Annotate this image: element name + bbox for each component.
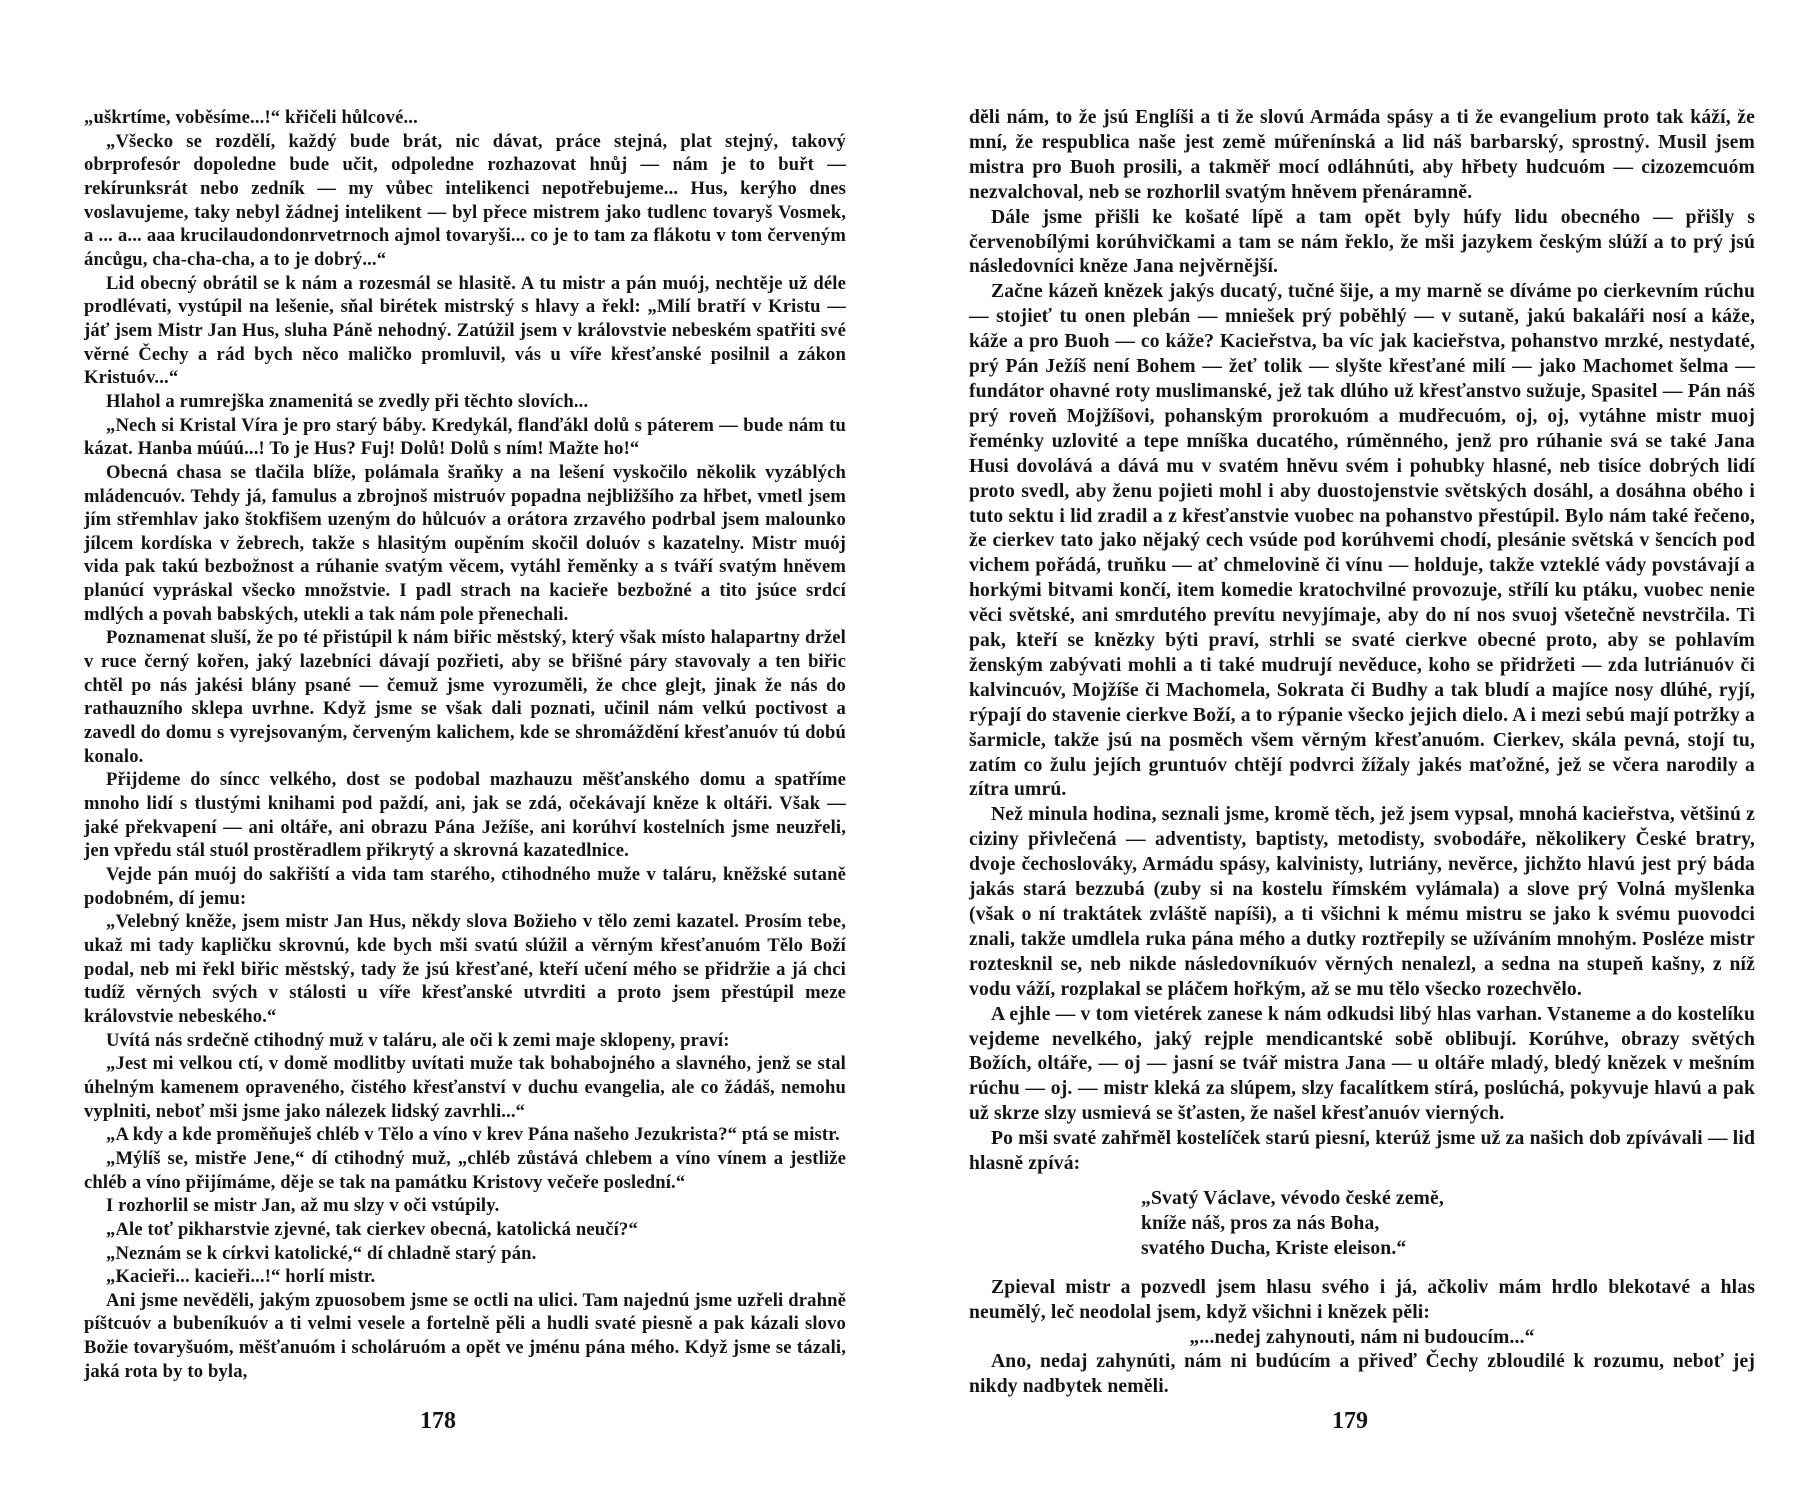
paragraph: Obecná chasa se tlačila blíže, polámala šraňky a na lešení vyskočilo několik vyzáblých mládencuóv. Tehdy já, famulus a zbrojnoš mistruóv popadna nejbližšího za hřbet, vmetl jsem jím střemhlav jako štokfišem uzeným do hůlcuóv a orátora zrzavého podrbal jsem malounko jílcem kordíska v žebrech, takže s hlasitým oupěním skočil doluóv s kazatelny. Mistr muój vida pak takú bezbožnost a rúhanie svatým věcem, vytáhl řeměnky a s tváří svatým hněvem planúcí vypráskal všecko množstvie. I padl strach na kacieře bezbožné a tito jsúce srdcí mdlých a povah babských, utekli a tak nám pole přenechali.	[84, 461, 846, 625]
verse-line: „Svatý Václave, vévodo české země,	[1141, 1187, 1444, 1209]
paragraph: Ani jsme nevěděli, jakým zpuosobem jsme se octli na ulici. Tam najednú jsme uzřeli drahně píštcuóv a bubeníkuóv a ti velmi vesele a fortelně pěli a hudli svaté piesně a pak kázali slovo Božie tovaryšuóm, měšťanuóm i scholáruóm a opět ve jménu pána mého. Když jsme se tázali, jaká rota by to byla,	[84, 1289, 846, 1382]
paragraph: „Neznám se k církvi katolické,“ dí chladně starý pán.	[106, 1242, 537, 1264]
paragraph: I rozhorlil se mistr Jan, až mu slzy v oči vstúpily.	[106, 1195, 500, 1217]
paragraph: Hlahol a rumrejška znamenitá se zvedly při těchto slovích...	[106, 390, 589, 412]
final-paragraph: Ano, nedaj zahynúti, nám ni budúcím a přiveď Čechy zbloudilé k rozumu, neboť jej nikdy nadbytek neměli.	[969, 1351, 1755, 1398]
paragraph: „Velebný kněže, jsem mistr Jan Hus, někdy slova Božieho v tělo zemi kazatel. Prosím tebe, ukaž mi tady kapličku skrovnú, kde bych mši svatú slúžil a věrným křesťanuóm Tělo Boží podal, neb mi řekl biřic městský, tady že jsú křesťané, kteří učení mého se přidržie a já chci tudíž věrných svých v stálosti u víře křesťanské utvrditi a proto jsem přestúpil meze královstvie nebeského.“	[84, 911, 846, 1027]
paragraph: Vejde pán muój do sakřiští a vida tam starého, ctihodného muže v taláru, kněžské sutaně podobném, dí jemu:	[84, 864, 846, 909]
paragraph: „Jest mi velkou ctí, v domě modlitby uvítati muže tak bohabojného a slavného, jenž se stal úhelným kamenem opraveného, čistého křesťanství v duchu evangelia, ale co žádáš, nemohu vyplniti, neboť mši jsme jako nálezek lidský zavrhli...“	[84, 1053, 846, 1122]
paragraph: Lid obecný obrátil se k nám a rozesmál se hlasitě. A tu mistr a pán muój, nechtěje už déle prodlévati, vystúpil na lešenie, sňal birétek mistrský s hlavy a řekl: „Milí bratří v Kristu — jáť jsem Mistr Jan Hus, sluha Páně nehodný. Zatúžil jsem v královstvie nebeském spatřiti své věrné Čechy a rád bych něco maličko promluvil, vás u víře křesťanské posilnil a zákon Kristuóv...“	[84, 272, 846, 389]
paragraph: děli nám, to že jsú Englíši a ti že slovú Armáda spásy a ti že evangelium proto tak káží, že mní, že respublica naše jest země múřenínská a lid náš barbarský, sprostný. Musil jsem mistra pro Buoh prosili, a takměř mocí odláhnúti, aby hřbety hudcuóm — cizozemcuóm nezvalchoval, neb se rozhorlil svatým hněvem přenáramně.	[969, 107, 1755, 203]
song-verse	[969, 1187, 1755, 1262]
paragraph: Po mši svaté zahřměl kostelíček starú piesní, kterúž jsme už za našich dob zpívávali — lid hlasně zpívá:	[969, 1128, 1755, 1175]
paragraph: Přijdeme do síncc velkého, dost se podobal mazhauzu měšťanského domu a spatříme mnoho lidí s tlustými knihami pod paždí, ani, jak se zdá, očekávají kněze k oltáři. Však — jaké překvapení — ani oltáře, ani obrazu Pána Ježíše, ani korúhví kostelních jsme neuzřeli, jen vpředu stál stuól prostěradlem přikrytý a skrovná kazatedlnice.	[84, 769, 846, 862]
right-page	[897, 0, 1794, 1500]
right-page-paragraphs	[969, 106, 1755, 1177]
paragraph: „Mýlíš se, mistře Jene,“ dí ctihodný muž, „chléb zůstává chlebem a víno vínem a jestliže chléb a víno přijímáme, děje se tak na památku Kristovy večeře poslední.“	[84, 1147, 846, 1193]
verse-line: svatého Ducha, Kriste eleison.“	[1141, 1237, 1407, 1259]
paragraph: „Kacieři... kacieři...!“ horlí mistr.	[106, 1266, 376, 1288]
paragraph: Uvítá nás srdečně ctihodný muž v taláru, ale oči k zemi maje sklopeny, praví:	[106, 1029, 730, 1051]
paragraph: Poznamenat sluší, že po té přistúpil k nám biřic městský, který však místo halapartny držel v ruce černý kořen, jaký lazebníci dávají pozřieti, aby se břišné páry stavovaly a ten biřic chtěl po nás jakési blány psané — čemuž jsme vyrozuměli, že chce glejt, jinak že nás do rathauzního sklepa uvrhne. Když jsme se však dali poznati, učinil nám velkú poctivost a zavedl do domu s vyrejsovaným, červeným kalichem, kde se shromáždění křesťanuóv tú dobú konalo.	[84, 627, 846, 767]
paragraph: A ejhle — v tom vietérek zanese k nám odkudsi libý hlas varhan. Vstaneme a do kostelíku vejdeme nevelkého, jaký rejple mendicantské sobě oblibují. Korúhve, obrazy světých Božích, oltáře, — oj — jasní se tvář mistra Jana — u oltáře mladý, bledý knězek v mešním rúchu — oj. — mistr kleká za slúpem, slzy facalítkem stírá, poslúchá, pokyvuje hlavú a pak už skrze slzy usmievá se šťasten, že našel křesťanuóv vierných.	[969, 1003, 1755, 1125]
right-page-text	[969, 106, 1755, 1400]
centered-quote: „...nedej zahynouti, nám ni budoucím...“	[1189, 1326, 1535, 1348]
paragraph: Začne kázeň knězek jakýs ducatý, tučné šije, a my marně se díváme po cierkevním rúchu — stojieť tu onen plebán — mniešek prý poběhlý — v sutaně, jakú bakaláři nosí a káže, káže a pro Buoh — co káže? Kacieřstva, ba víc jak kacieřstva, pohanstvo mrzké, nestydaté, prý Pán Ježíš není Bohem — žeť tolik — slyšte křesťané milí — jako Machomet šelma — fundátor ohavné roty muslimanské, jež tak dlúho už křesťanstvo sužuje, Spasitel — Pán náš prý roveň Mojžíšovi, pohanským prorokuóm a mudřecuóm, oj, oj, vytáhne mistr muoj řeménky uzlovité a tepe mníška ducatého, rúměnného, jenž pro rúhanie svá se také Jana Husi dovolává a dává mu v svatém hněvu svém i pohubky hlasné, neb tisíce dobrých lidí proto svedl, aby ženu pojieti mohl i aby duostojenstvie světských dosáhl, a dosáhna obého i tuto sektu i lid zradil a z křesťanstvie vuobec na pohanstvo přestúpil. Bylo nám také řečeno, že cierkev tato jako nějaký cech vsúde pod korúhvemi chodí, plesánie světská v šencích pod vichem pořádá, truňku — ať chmelovině či vínu — holduje, takže vzteklé vády povstávají a horkými bitvami končí, item komedie kratochvilné provozuje, střílí ku ptáku, vuobec nenie věci světské, ani smrdutého prevítu nevyjímaje, aby do ní nos svuoj všetečně nevstrčila. Ti pak, kteří se knězky býti praví, strhli se svaté cierkve obecné proto, aby se pohlavím ženským zabývati mohli a ti také mudrují nevěduce, koho se přidržeti — zda lutriánuóv či kalvincuóv, Mojžíše či Machomela, Sokrata či Budhy a tak bludí a majíce nosy dlúhé, ryjí, rýpají do stavenie cierkve Boží, a to rýpanie všecko jejich dielo. A i mezi sebú mají potržky a šarmicle, takže jsú na posměch všem věrným křesťanuóm. Cierkev, skála pevná, stojí tu, zatím co žulu jejích gruntuóv chtějí podvrci žížaly jakés maťožné, jež se včera narodily a zítra umrú.	[969, 281, 1755, 801]
paragraph: „Všecko se rozdělí, každý bude brát, nic dávat, práce stejná, plat stejný, takový obrprofesór dopoledne bude učit, odpoledne rozhazovat hnůj — nám je to buřt — rekírunksrát nebo zedník — my vůbec intelikenci nepotřebujeme... Hus, kerýho dnes voslavujeme, taky nebyl žádnej intelikent — byl přece mistrem jako tudlenc tovaryš Vosmek, a ... a... aaa krucilaudondonrvetrnoch ajmol tovaryši... co je to tam za flákotu v tom červeným áncůgu, cha-cha-cha, a to je dobrý...“	[84, 130, 846, 270]
paragraph-after-verse: Zpieval mistr a pozvedl jsem hlasu svého i já, ačkoliv mám hrdlo blekotavé a hlas neumělý, leč neodolal jsem, když všichni i knězek pěli:	[969, 1276, 1755, 1323]
paragraph: „A kdy a kde proměňuješ chléb v Tělo a víno v krev Pána našeho Jezukrista?“ ptá se mistr.	[106, 1124, 840, 1146]
paragraph: „Nech si Kristal Víra je pro starý báby. Kredykál, flanďákl dolů s páterem — bude nám tu kázat. Hanba múúú...! To je Hus? Fuj! Dolů! Dolů s ním! Mažte ho!“	[84, 414, 846, 460]
paragraph: „Ale toť pikharstvie zjevné, tak cierkev obecná, katolická neučí?“	[106, 1218, 638, 1240]
paragraph: Dále jsme přišli ke košaté lípě a tam opět byly húfy lidu obecného — přišly s červenobílými korúhvičkami a tam se nám řeklo, že mši jazykem českým slúží a to prý jsú následovníci kněze Jana nejvěrnější.	[969, 206, 1755, 278]
page-number-left: 178	[420, 1408, 456, 1434]
page-number-right: 179	[1332, 1408, 1368, 1434]
paragraph: „uškrtíme, voběsíme...!“ křičeli hůlcové...	[84, 107, 418, 128]
paragraph: Než minula hodina, seznali jsme, kromě těch, jež jsem vypsal, mnohá kacieřstva, většinú z ciziny přivlečená — adventisty, baptisty, metodisty, svobodáře, několikery České bratry, dvoje čechoslováky, Armádu spásy, kalvinisty, lutriány, nevěrce, jichžto hlavú jest prý báda jakás stará bezzubá (zuby si na kostelu římském vylámala) a slove prý Volná myšlenka (však o ní traktátek zvláště napíši), a ti všichni k mému mistru se jako k svému puovodci znali, takže umdlela ruka pána mého a dutky roztřepily se užíváním mnohým. Posléze mistr roztesknil se, neb nikde následovníkuóv věrných nenalezl, a sedna na stupeň kašny, z níž vodu váží, rozplakal se pláčem hořkým, až se mu tělo všecko rozechvělo.	[969, 804, 1755, 1000]
left-page-text	[84, 106, 846, 1383]
verse-line: kníže náš, pros za nás Boha,	[1141, 1212, 1380, 1234]
